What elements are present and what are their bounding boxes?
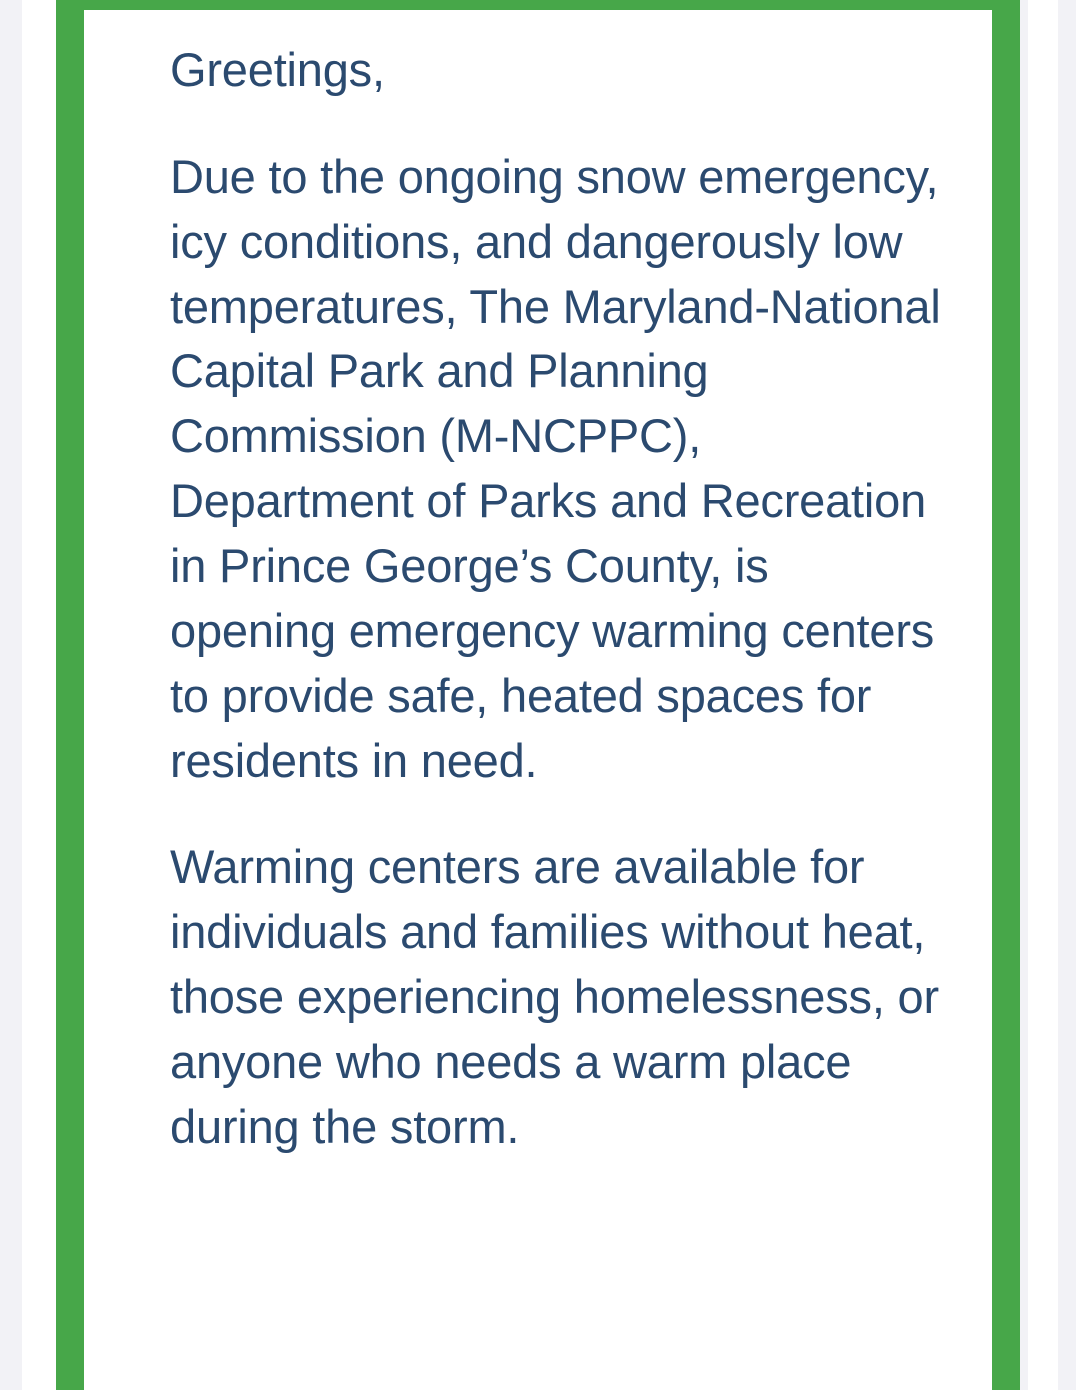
right-page-margin	[1058, 0, 1076, 1390]
left-page-margin	[0, 0, 22, 1390]
intro-paragraph: Due to the ongoing snow emergency, icy conditions, and dangerously low temperatures, The Maryland-National Capital Park and Planning Commission (M-NCPPC), Department of Parks and Recreation in Prince George’s County, is opening emergency warming centers to provide safe, heated spaces for residents in need.	[170, 149, 941, 787]
announcement-card-body	[84, 10, 992, 1390]
left-inner-margin	[22, 0, 56, 1390]
right-inner-margin	[1028, 0, 1058, 1390]
announcement-card	[56, 0, 1020, 1390]
greeting-paragraph: Greetings,	[170, 43, 385, 96]
availability-paragraph: Warming centers are available for individuals and families without heat, those experiencing homelessness, or anyone who needs a warm place during the storm.	[170, 840, 939, 1153]
